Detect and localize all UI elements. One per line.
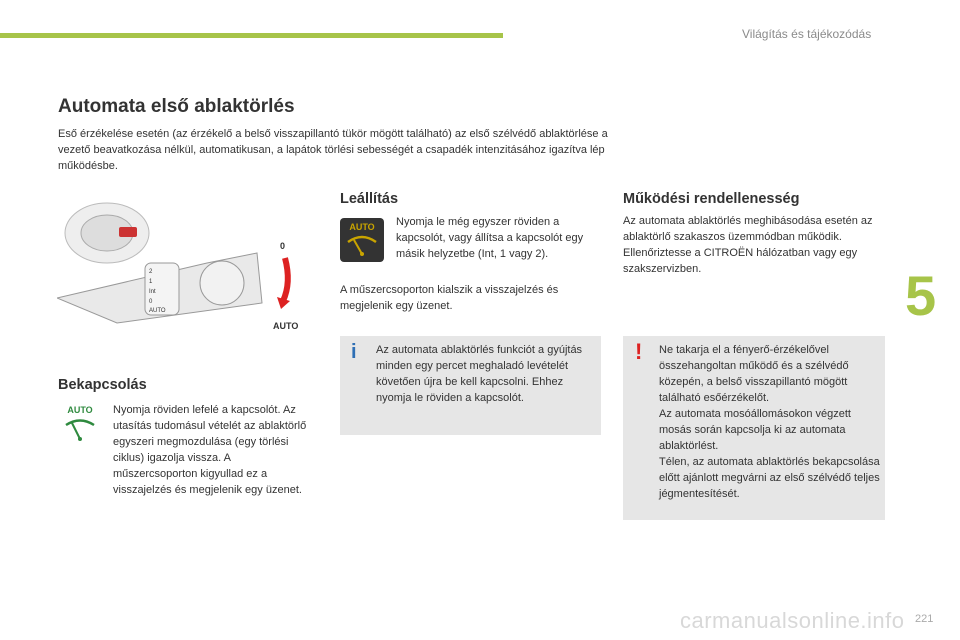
chapter-number: 5 — [905, 264, 937, 327]
page-number: 221 — [915, 613, 934, 625]
info-icon: i — [351, 341, 357, 363]
mukodesi-heading: Működési rendellenesség — [623, 191, 800, 207]
position-label-0: 0 — [280, 241, 286, 251]
auto-wiper-green-icon — [60, 405, 100, 447]
warning-paragraph-2: Az automata mosóállomásokon végzett mosás során kapcsolja ki az automata ablaktörlést. — [659, 408, 851, 452]
scale-label-auto: AUTO — [149, 308, 166, 314]
warning-box — [623, 336, 885, 520]
watermark: carmanualsonline.info — [680, 608, 905, 633]
wiper-stalk-illustration — [57, 193, 309, 331]
bek-icon-label: AUTO — [67, 405, 93, 415]
scale-label-int: Int — [149, 289, 156, 295]
scale-label-1: 1 — [149, 279, 153, 285]
auto-wiper-indicator-icon — [340, 218, 384, 262]
leallitas-text-2: A műszercsoporton kialszik a visszajelzés és megjelenik egy üzenet. — [340, 284, 559, 312]
warning-paragraph-3: Télen, az automata ablaktörlés bekapcsolása előtt ajánlott megvárni az első szélvédő teljes jégmentesítését. — [659, 456, 880, 500]
scale-label-2: 2 — [149, 269, 153, 275]
bekapcsolas-text: Nyomja röviden lefelé a kapcsolót. Az utasítás tudomásul vételét az ablaktörlő egyszeri megmozdulása (egy törlési ciklus) igazolja vissza. A műszercsoporton kigyullad ez a visszajelzés és megjelenik egy üzenet. — [113, 404, 307, 496]
warning-text — [659, 342, 881, 502]
page-title: Automata első ablaktörlés — [58, 96, 295, 117]
section-header: Világítás és tájékozódás — [742, 27, 872, 41]
info-text: Az automata ablaktörlés funkciót a gyújtás minden egy percet meghaladó levételét követően újra be kell kapcsolni. Ehhez nyomja le röviden a kapcsolót. — [376, 344, 583, 404]
bekapcsolas-heading: Bekapcsolás — [58, 377, 147, 393]
info-box — [340, 336, 601, 435]
leallitas-heading: Leállítás — [340, 191, 399, 207]
scale-label-0: 0 — [149, 299, 153, 305]
leallitas-text: Nyomja le még egyszer röviden a kapcsolót, vagy állítsa a kapcsolót egy másik helyzetbe (Int, 1 vagy 2). — [396, 216, 584, 260]
auto-icon-label: AUTO — [349, 222, 375, 232]
position-label-auto: AUTO — [273, 321, 299, 331]
warning-paragraph-1: Ne takarja el a fényerő-érzékelővel összehangoltan működő és a szélvédő közepén, a belső visszapillantó mögött található esőérzékelőt. — [659, 344, 849, 404]
intro-paragraph: Eső érzékelése esetén (az érzékelő a belső visszapillantó tükör mögött található) az első szélvédő ablaktörlése a vezető beavatkozása nélkül, automatikusan, a lapátok törlési sebességét a csapadék intenzitásához igazítva lép működésbe. — [58, 128, 608, 172]
top-accent-bar — [0, 33, 503, 38]
warning-icon: ! — [635, 339, 643, 364]
mukodesi-text: Az automata ablaktörlés meghibásodása esetén az ablaktörlő szakaszos üzemmódban működik. Ellenőriztesse a CITROËN hálózatban vagy egy szakszervizben. — [623, 215, 873, 275]
